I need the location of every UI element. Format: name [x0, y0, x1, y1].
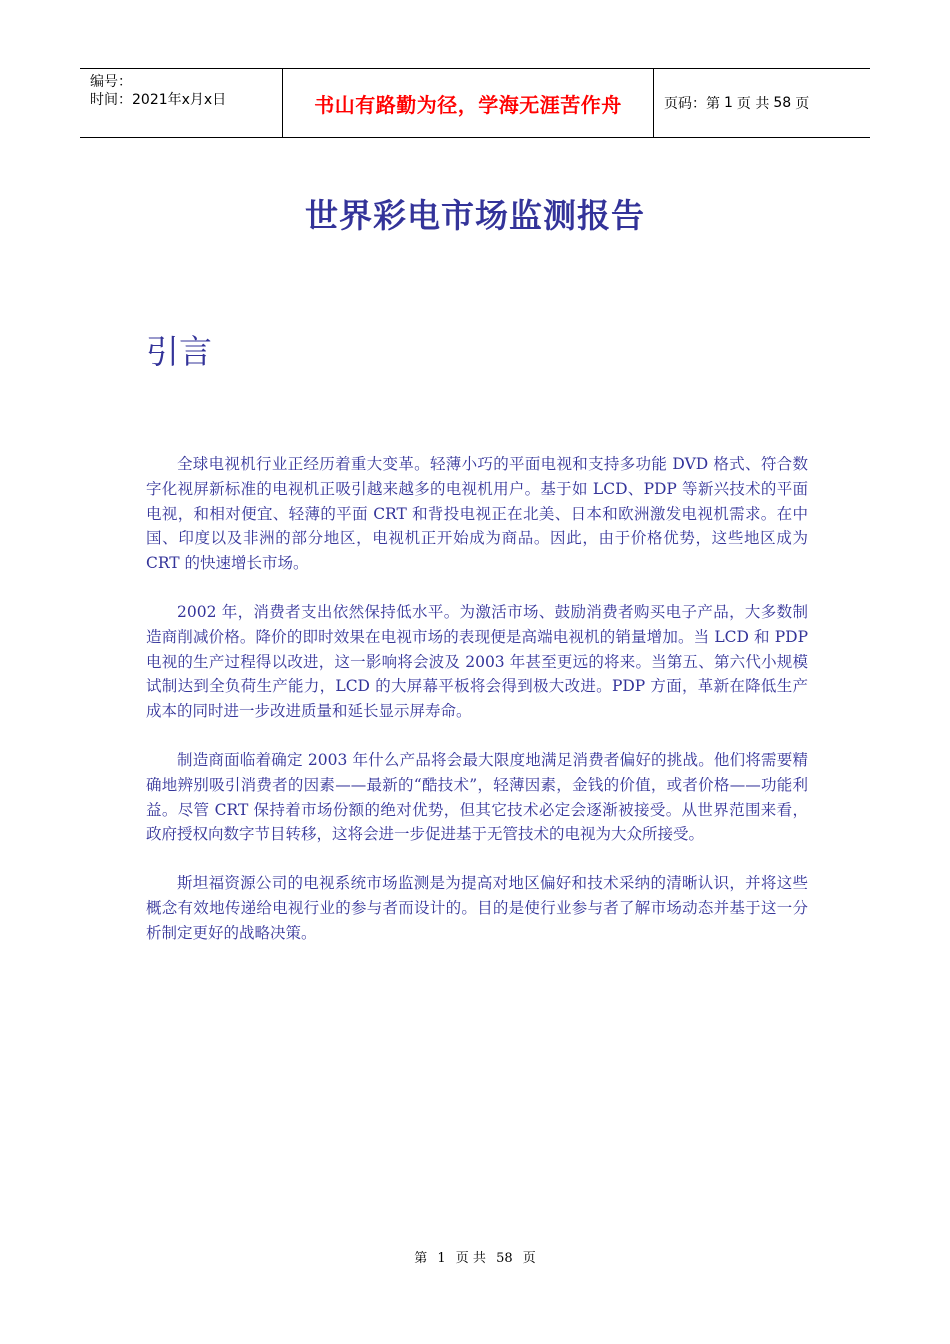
page-mid: 页 共 [736, 96, 770, 112]
paragraph: 制造商面临着确定 2003 年什么产品将会最大限度地满足消费者偏好的挑战。他们将需要精确地辨别吸引消费者的因素——最新的“酷技术”，轻薄因素，金钱的价值，或者价格——功能利益。尽管 CRT 保持着市场份额的绝对优势，但其它技术必定会逐渐被接受。从世界范围来看，政府授权向数字节目转移，这将会进一步促进基于无管技术的电视为大众所接受。 [146, 750, 808, 844]
page-current: 1 [724, 95, 733, 111]
page-total: 58 [773, 95, 792, 111]
document-title: 世界彩电市场监测报告 [305, 196, 645, 235]
page-end: 页 [795, 96, 810, 112]
paragraph: 2002 年，消费者支出依然保持低水平。为激活市场、鼓励消费者购买电子产品，大多数制造商削减价格。降价的即时效果在电视市场的表现便是高端电视机的销量增加。当 LCD 和 PDP 电视的生产过程得以改进，这一影响将会波及 2003 年甚至更远的将来。当第五、第六代小规模试制达到全负荷生产能力，LCD 的大屏幕平板将会得到极大改进。PDP 方面，革新在降低生产成本的同时进一步改进质量和延长显示屏寿命。 [146, 602, 808, 721]
paragraph: 斯坦福资源公司的电视系统市场监测是为提高对地区偏好和技术采纳的清晰认识，并将这些概念有效地传递给电视行业的参与者而设计的。目的是使行业参与者了解市场动态并基于这一分析制定更好的战略决策。 [146, 874, 808, 942]
header-table [80, 68, 870, 138]
section-heading: 引言 [146, 332, 212, 371]
footer-suffix: 页 [522, 1251, 536, 1266]
page-footer [0, 1247, 950, 1266]
footer-current: 1 [437, 1251, 446, 1266]
footer-prefix: 第 [414, 1251, 428, 1266]
header-motto-cell [282, 69, 654, 137]
footer-total: 58 [496, 1251, 513, 1266]
time-label: 时间：2021年x月x日 [90, 92, 227, 108]
motto-text: 书山有路勤为径，学海无涯苦作舟 [314, 92, 622, 117]
header-meta-cell [80, 69, 282, 137]
footer-mid: 页 共 [455, 1251, 486, 1266]
header-page-cell [654, 69, 870, 137]
page-label: 页码：第 [664, 96, 720, 112]
number-label: 编号： [90, 74, 132, 90]
document-body [146, 452, 808, 970]
paragraph: 全球电视机行业正经历着重大变革。轻薄小巧的平面电视和支持多功能 DVD 格式、符合数字化视屏新标准的电视机正吸引越来越多的电视机用户。基于如 LCD、PDP 等新兴技术的平面电视，和相对便宜、轻薄的平面 CRT 和背投电视正在北美、日本和欧洲激发电视机需求。在中国、印度以及非洲的部分地区，电视机正开始成为商品。因此，由于价格优势，这些地区成为 CRT 的快速增长市场。 [146, 455, 808, 573]
